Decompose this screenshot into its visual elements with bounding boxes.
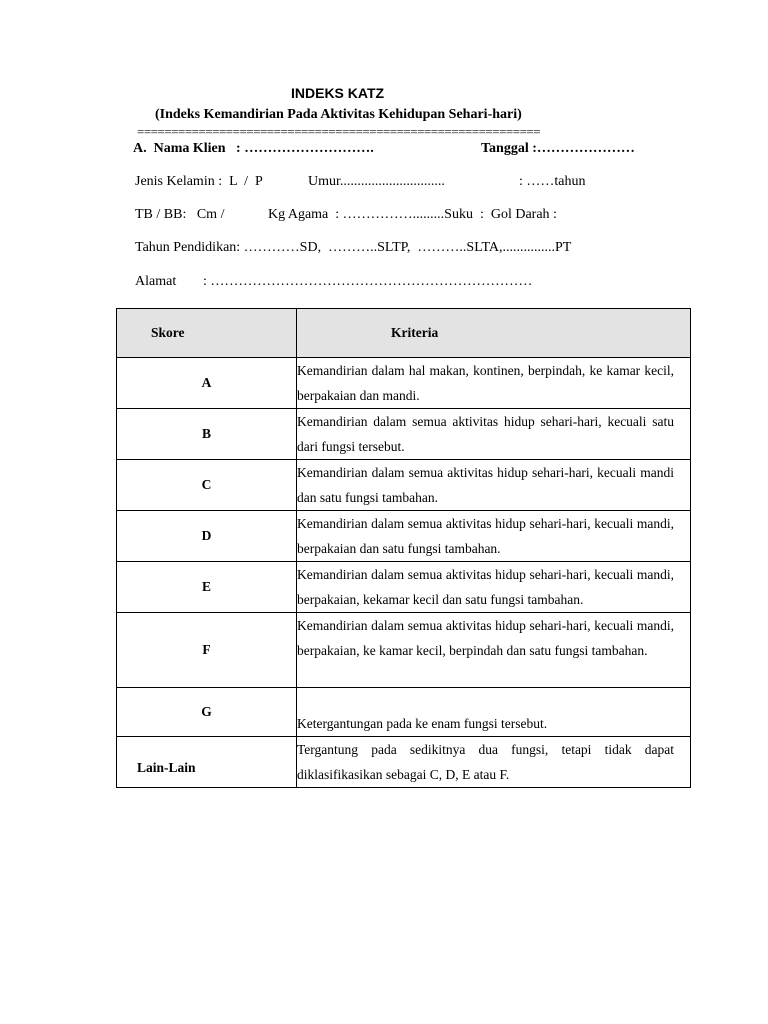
table-row	[117, 613, 691, 688]
alamat-label: Alamat	[135, 274, 177, 289]
skore-cell: E	[117, 562, 297, 613]
document-subtitle: (Indeks Kemandirian Pada Aktivitas Kehidupan Sehari-hari)	[155, 107, 522, 122]
separator-rule: ===========================================================	[137, 124, 541, 139]
table-row	[117, 460, 691, 511]
kriteria-cell: Kemandirian dalam semua aktivitas hidup sehari-hari, kecuali satu dari fungsi tersebut.	[297, 409, 691, 460]
table-row	[117, 562, 691, 613]
kriteria-cell: Kemandirian dalam semua aktivitas hidup sehari-hari, kecuali mandi, berpakaian, ke kamar kecil, berpindah dan satu fungsi tambahan.	[297, 613, 691, 688]
jenis-kelamin-field: Jenis Kelamin : L / P	[135, 174, 263, 189]
alamat-value: : ……………………………………………………………	[203, 274, 533, 289]
header-kriteria: Kriteria	[297, 309, 691, 358]
tahun-field: : ……tahun	[519, 174, 586, 189]
kriteria-cell: Kemandirian dalam hal makan, kontinen, berpindah, ke kamar kecil, berpakaian dan mandi.	[297, 358, 691, 409]
table-row	[117, 737, 691, 788]
kriteria-cell: Kemandirian dalam semua aktivitas hidup sehari-hari, kecuali mandi, berpakaian, kekamar kecil dan satu fungsi tambahan.	[297, 562, 691, 613]
table-row	[117, 409, 691, 460]
skore-cell: A	[117, 358, 297, 409]
table-header-row	[117, 309, 691, 358]
skore-cell: F	[117, 613, 297, 688]
tahun-pendidikan-field: Tahun Pendidikan: …………SD, ………..SLTP, ………..SLTA,...............PT	[135, 240, 572, 255]
skore-cell: B	[117, 409, 297, 460]
katz-index-table	[116, 308, 691, 788]
table-row	[117, 511, 691, 562]
header-skore: Skore	[117, 309, 297, 358]
skore-cell: D	[117, 511, 297, 562]
kriteria-cell: Kemandirian dalam semua aktivitas hidup sehari-hari, kecuali mandi, berpakaian dan satu fungsi tambahan.	[297, 511, 691, 562]
kriteria-cell: Tergantung pada sedikitnya dua fungsi, tetapi tidak dapat diklasifikasikan sebagai C, D, E atau F.	[297, 737, 691, 788]
tb-bb-field: TB / BB: Cm /	[135, 207, 225, 222]
table-row	[117, 358, 691, 409]
kriteria-cell: Ketergantungan pada ke enam fungsi tersebut.	[297, 688, 691, 737]
table-row	[117, 688, 691, 737]
kriteria-cell: Kemandirian dalam semua aktivitas hidup sehari-hari, kecuali mandi dan satu fungsi tambahan.	[297, 460, 691, 511]
skore-cell: Lain-Lain	[117, 737, 297, 788]
skore-cell: C	[117, 460, 297, 511]
nama-klien-field: A. Nama Klien : ……………………….	[133, 141, 374, 156]
agama-suku-goldarah-field: Kg Agama : …………….........Suku : Gol Darah :	[268, 207, 557, 222]
document-title: INDEKS KATZ	[291, 85, 385, 101]
skore-cell: G	[117, 688, 297, 737]
umur-field: Umur..............................	[308, 174, 445, 189]
tanggal-field: Tanggal :…………………	[481, 141, 635, 156]
